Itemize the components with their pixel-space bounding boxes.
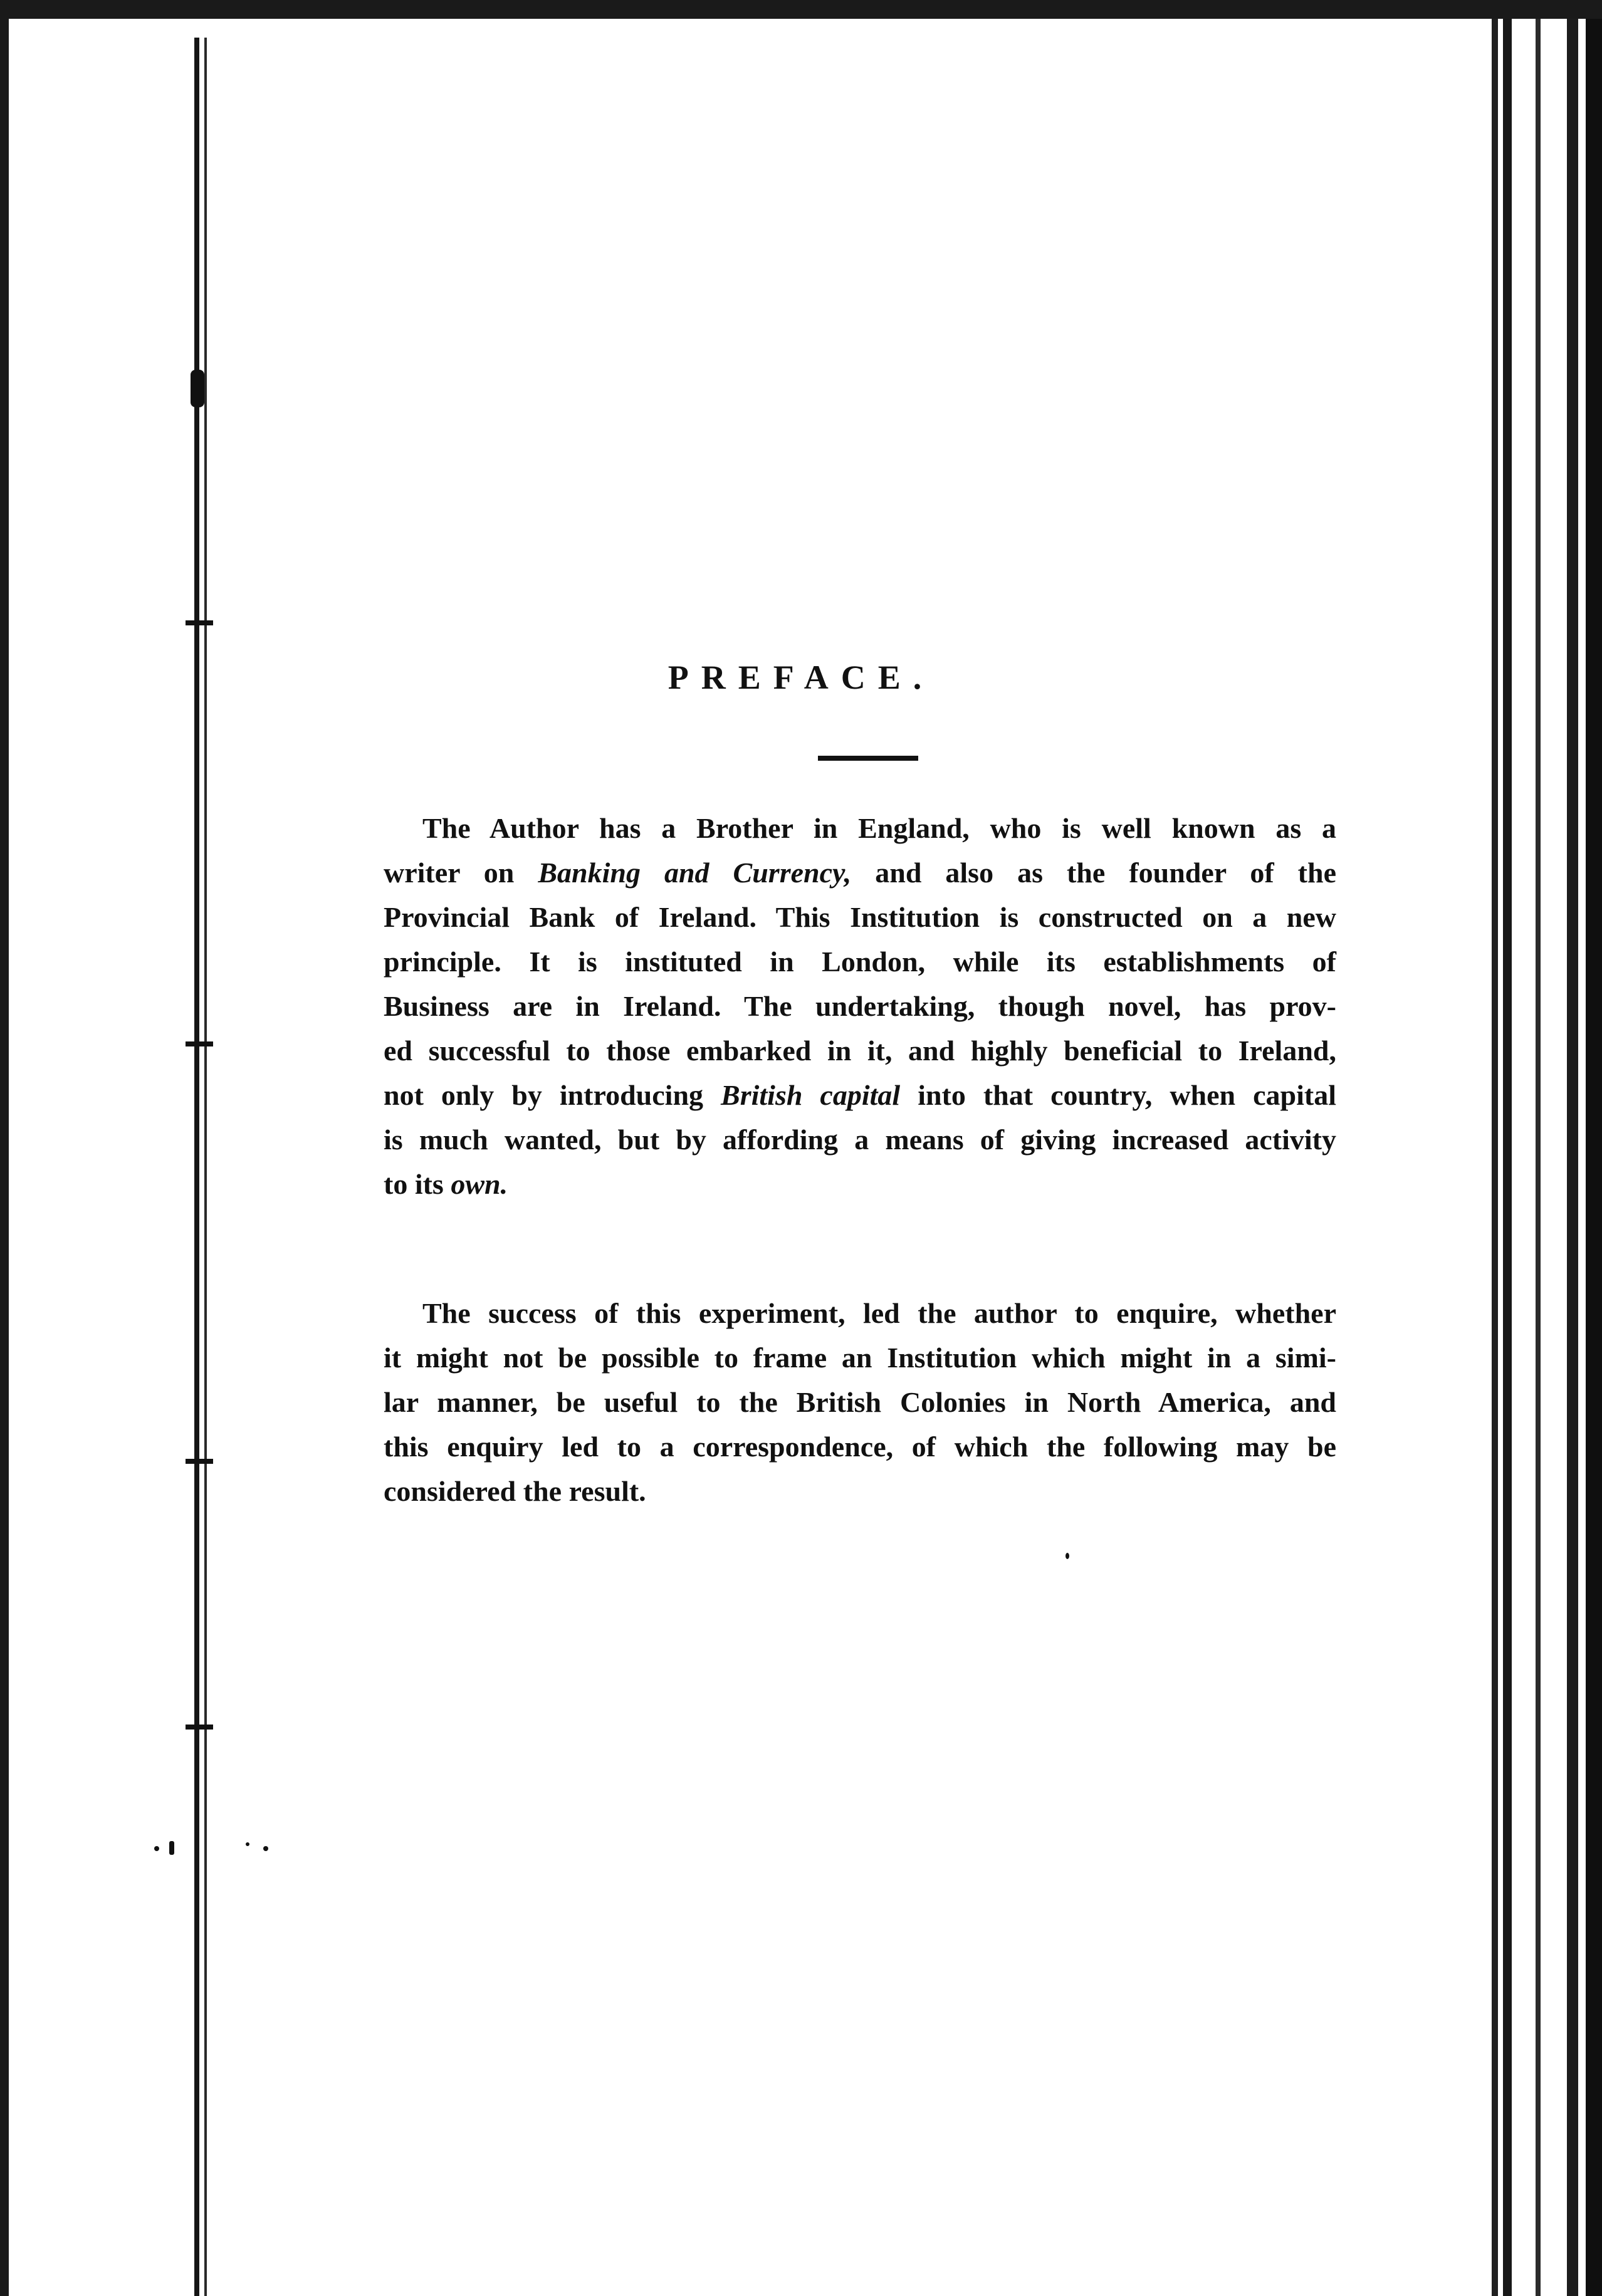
- scan-left-edge: [0, 0, 9, 2296]
- binding-stitch: [191, 370, 204, 407]
- title-rule: [818, 756, 918, 761]
- italic-phrase: own.: [451, 1168, 508, 1200]
- paragraph-line: not only by introducing British capital into that country, when capital: [384, 1079, 1337, 1111]
- scan-speck: [1065, 1553, 1069, 1559]
- preface-paragraph-2: [384, 1291, 1336, 1513]
- paragraph-line: writer on Banking and Currency, and also as the founder of the: [384, 857, 1337, 889]
- paragraph-line: Business are in Ireland. The undertaking, though novel, has prov-: [384, 990, 1336, 1022]
- binding-stitch-tick: [186, 620, 213, 625]
- page-stack-line: [1586, 19, 1602, 2296]
- binding-stitch-tick: [186, 1459, 213, 1464]
- page-title: PREFACE.: [668, 659, 935, 696]
- scan-top-edge: [0, 0, 1602, 19]
- paragraph-line: to its own.: [384, 1168, 508, 1200]
- paragraph-line: principle. It is instituted in London, while its establishments of: [384, 946, 1336, 978]
- preface-paragraph-1: [384, 806, 1336, 1206]
- paragraph-line: this enquiry led to a correspondence, of which the following may be: [384, 1431, 1336, 1463]
- scan-speck: [154, 1846, 159, 1851]
- page-stack-line: [1536, 19, 1541, 2296]
- page-edge-right: [1492, 19, 1498, 2296]
- scan-speck: [169, 1841, 174, 1855]
- paragraph-line: ed successful to those embarked in it, and highly beneficial to Ireland,: [384, 1035, 1336, 1067]
- scan-top-gap: [0, 19, 1602, 25]
- scan-speck: [263, 1846, 268, 1851]
- page-stack-line: [1567, 19, 1578, 2296]
- paragraph-line: Provincial Bank of Ireland. This Institution is constructed on a new: [384, 901, 1336, 933]
- paragraph-line: considered the result.: [384, 1475, 646, 1507]
- paragraph-line: The success of this experiment, led the author to enquire, whether: [422, 1297, 1336, 1329]
- paragraph-line: is much wanted, but by affording a means of giving increased activity: [384, 1124, 1336, 1156]
- italic-phrase: British capital: [721, 1079, 901, 1111]
- scan-speck: [246, 1842, 249, 1846]
- binding-stitch-tick: [186, 1725, 213, 1730]
- binding-stitch-tick: [186, 1041, 213, 1046]
- italic-phrase: Banking and Currency,: [538, 857, 852, 889]
- binding-gutter-line-secondary: [204, 38, 207, 2296]
- paragraph-line: The Author has a Brother in England, who is well known as a: [422, 812, 1336, 844]
- paragraph-line: it might not be possible to frame an Institution which might in a simi-: [384, 1342, 1336, 1374]
- paragraph-line: lar manner, be useful to the British Colonies in North America, and: [384, 1386, 1336, 1418]
